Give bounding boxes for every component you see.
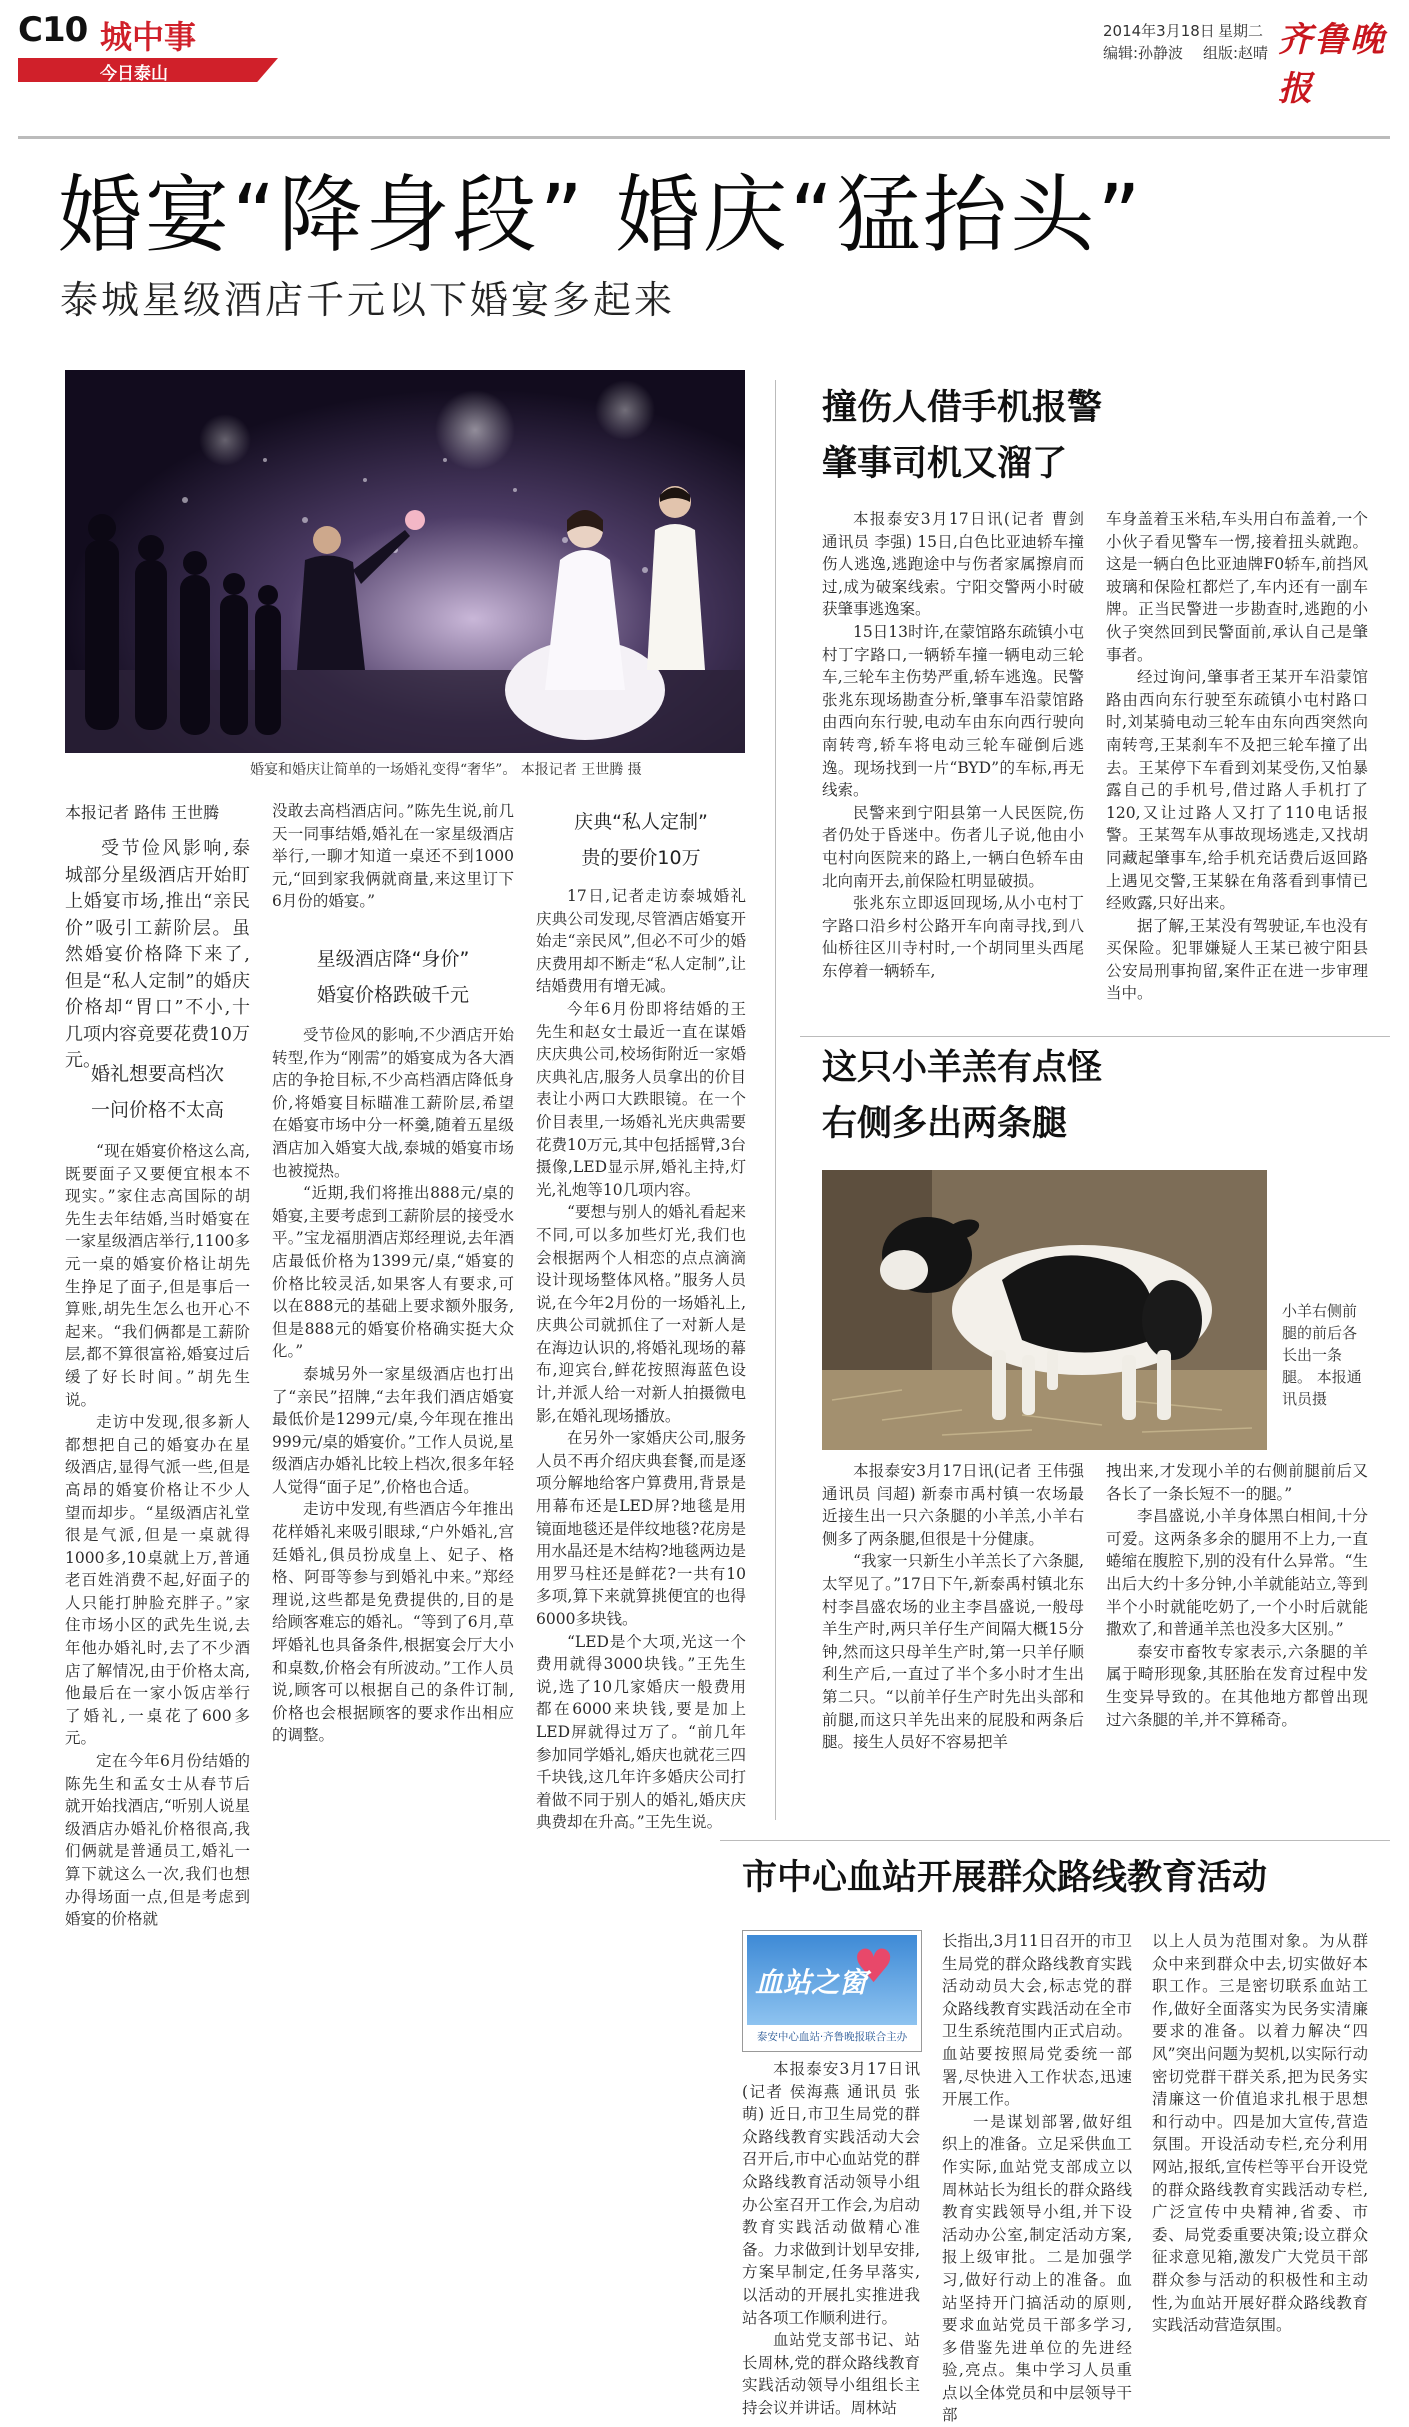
subhead-3-line-1: 庆典“私人定制” [574, 811, 708, 833]
main-subtitle: 泰城星级酒店千元以下婚宴多起来 [60, 278, 676, 322]
col1-para-3: 定在今年6月份结婚的陈先生和孟女士从春节后就开始找酒店,“听别人说星级酒店办婚礼价格很高,我们俩就是普通员工,婚礼一算下就这么一次,我们也想办得场面一点,但是考虑到婚宴的价格就 [65, 1752, 250, 1929]
col2-para-5: 走访中发现,有些酒店今年推出花样婚礼来吸引眼球,“户外婚礼,宫廷婚礼,俱员扮成皇上、妃子、格格、阿哥等参与到婚礼中来。”郑经理说,这些都是免费提供的,目的是给顾客难忘的婚礼。“等到了6月,草坪婚礼也具备条件,根据宴会厅大小和桌数,价格会有所波动。”工作人员说,顾客可以根据自己的条件订制,价格也会根据顾客的要求作出相应的调整。 [272, 1500, 514, 1745]
subsection-label: 今日泰山 [100, 64, 168, 84]
editor-credit: 编辑:孙静波 [1103, 44, 1184, 62]
page-number: C10 [18, 10, 88, 50]
wedding-photo [65, 370, 745, 753]
article2-headline-line-2: 肇事司机又溜了 [822, 444, 1068, 484]
article3-column-1 [822, 1460, 1084, 1830]
col3-para-2: 今年6月份即将结婚的王先生和赵女士最近一直在谋婚庆庆典公司,校场街附近一家婚庆典礼店,服务人员拿出的价目表让小两口大跌眼镜。在一个价目表里,一场婚礼光庆典需要花费10万元,其中包括摇臂,3台摄像,LED显示屏,婚礼主持,灯光,礼炮等10几项内容。 [536, 999, 746, 1199]
heart-icon: ♥ [853, 1939, 895, 1993]
article4-headline: 市中心血站开展群众路线教育活动 [742, 1858, 1268, 1898]
lamb-photo [822, 1170, 1267, 1450]
a2-para-1: 本报泰安3月17日讯(记者 曹剑 通讯员 李强) 15日,白色比亚迪轿车撞伤人逃逸,逃跑途中与伤者家属擦肩而过,成为破案线索。宁阳交警两小时破获肇事逃逸案。 [822, 510, 1084, 619]
a3-para-4: 李昌盛说,小羊身体黑白相间,十分可爱。这两条多余的腿用不上力,一直蜷缩在腹腔下,别的没有什么异常。“生出后大约十多分钟,小羊就能站立,等到半个小时就能吃奶了,一个小时后就能撒欢了,和普通羊羔也没多大区别。” [1106, 1507, 1368, 1639]
lead-paragraph: 受节俭风影响,泰城部分星级酒店开始盯上婚宴市场,推出“亲民价”吸引工薪阶层。虽然婚宴价格降下来了,但是“私人定制”的婚庆价格却“胃口”不小,十几项内容竟要花费10万元。 [65, 838, 250, 1071]
article2-column-1 [822, 508, 1084, 1026]
article4-column-3 [1152, 1930, 1368, 2368]
photo-caption: 婚宴和婚庆让简单的一场婚礼变得“奢华”。 本报记者 王世腾 摄 [250, 762, 642, 778]
a4-para-2: 血站党支部书记、站长周林,党的群众路线教育实践活动领导小组组长主持会议并讲话。周林站 [742, 2331, 920, 2417]
a3-para-1: 本报泰安3月17日讯(记者 王伟强 通讯员 闫超) 新泰市禹村镇一农场最近接生出一只六条腿的小羊羔,小羊右侧多了两条腿,但很是十分健康。 [822, 1462, 1084, 1548]
header-divider [18, 136, 1390, 139]
col2-para-3: “近期,我们将推出888元/桌的婚宴,主要考虑到工薪阶层的接受水平。”宝龙福朋酒店郑经理说,去年酒店最低价格为1399元/桌,“婚宴的价格比较灵活,如果客人有要求,可以在888元的基础上要求额外服务,但是888元的婚宴价格确实挺大众化。” [272, 1184, 514, 1361]
subhead-1-line-2: 一问价格不太高 [90, 1099, 224, 1121]
a2-para-7: 据了解,王某没有驾驶证,车也没有买保险。犯罪嫌疑人王某已被宁阳县公安局刑事拘留,案件正在进一步审理当中。 [1106, 916, 1368, 1003]
article3-column-2 [1106, 1460, 1368, 1830]
a4-para-3: 长指出,3月11日召开的市卫生局党的群众路线教育实践活动动员大会,标志党的群众路线教育实践活动在全市卫生系统范围内正式启动。血站要按照局党委统一部署,尽快进入工作状态,迅速开展工作。 [942, 1932, 1132, 2109]
a2-para-2: 15日13时许,在蒙馆路东疏镇小屯村丁字路口,一辆轿车撞一辆电动三轮车,三轮车主伤势严重,轿车逃逸。民警张兆东现场勘查分析,肇事车沿蒙馆路由西向东行驶,电动车由东向西行驶向南转弯,轿车将电动三轮车碰倒后逃逸。现场找到一片“BYD”的车标,再无线索。 [822, 622, 1084, 800]
article2-column-2 [1106, 508, 1368, 1026]
article3-headline [822, 1040, 1382, 1152]
main-lead [65, 836, 250, 1071]
col3-para-1: 17日,记者走访泰城婚礼庆典公司发现,尽管酒店婚宴开始走“亲民风”,但必不可少的婚庆费用却不断走“私人定制”,让结婚费用有增无减。 [536, 887, 746, 996]
bottom-section-divider [720, 1840, 1390, 1841]
col1-para-1: “现在婚宴价格这么高,既要面子又要便宜根本不现实。”家住志高国际的胡先生去年结婚,当时婚宴在一家星级酒店举行,1100多元一桌的婚宴价格让胡先生挣足了面子,但是事后一算账,胡先生怎么也开心不起来。“我们俩都是工薪阶层,都不算很富裕,婚宴过后缓了好长时间。”胡先生说。 [65, 1142, 250, 1409]
page-header [0, 0, 1409, 109]
col3-para-4: 在另外一家婚庆公司,服务人员不再介绍庆典套餐,而是逐项分解地给客户算费用,背景是用幕布还是LED屏?地毯是用镜面地毯还是伴纹地毯?花房是用水晶还是木结构?地毯两边是用罗马柱还是鲜花?一共有10多项,算下来就算挑便宜的也得6000多块钱。 [536, 1429, 746, 1628]
a4-para-1: 本报泰安3月17日讯(记者 侯海燕 通讯员 张萌) 近日,市卫生局党的群众路线教育实践活动大会召开后,市中心血站党的群众路线教育活动领导小组办公室召开工作会,为启动教育实践活动做精心准备。力求做到计划早安排,方案早制定,任务早落实,以活动的开展扎实推进我站各项工作顺利进行。 [742, 2060, 920, 2327]
subhead-3 [536, 808, 746, 872]
article3-headline-line-2: 右侧多出两条腿 [822, 1104, 1068, 1144]
masthead-logo: 齐鲁晚报 [1278, 20, 1386, 109]
lamb-caption: 小羊右侧前腿的前后各长出一条腿。 本报通讯员摄 [1282, 1302, 1362, 1408]
logo-subtitle: 泰安中心血站·齐鲁晚报联合主办 [756, 2031, 908, 2043]
col3-para-5: “LED是个大项,光这一个费用就得3000块钱。”王先生说,选了10几家婚庆一般费用都在6000来块钱,要是加上LED屏就得过万了。“前几年参加同学婚礼,婚庆也就花三四千块钱,这几年许多婚庆公司打着做不同于别人的婚礼,婚庆庆典费却在升高。”王先生说。 [536, 1632, 746, 1832]
article3-headline-line-1: 这只小羊羔有点怪 [822, 1048, 1103, 1088]
a3-para-5: 泰安市畜牧专家表示,六条腿的羊属于畸形现象,其胚胎在发育过程中发生变异导致的。在其他地方都曾出现过六条腿的羊,并不算稀奇。 [1106, 1642, 1368, 1729]
article2-headline-line-1: 撞伤人借手机报警 [822, 388, 1103, 428]
col2-para-4: 泰城另外一家星级酒店也打出了“亲民”招牌,“去年我们酒店婚宴最低价是1299元/桌,今年现在推出999元/桌的婚宴价。”工作人员说,星级酒店办婚礼比较上档次,很多年轻人觉得“面子足”,价格也合适。 [272, 1364, 514, 1496]
blood-station-logo [742, 1930, 922, 2052]
article2-divider [800, 1036, 1390, 1037]
main-column-3 [536, 885, 746, 1830]
a2-para-6: 经过询问,肇事者王某开车沿蒙馆路由西向东行驶至东疏镇小屯村路口时,刘某骑电动三轮车由东向西突然向南转弯,王某刹车不及把三轮车撞了出去。王某停下车看到刘某受伤,又怕暴露自己的手机号,借过路人手机打了120,又让过路人又打了110电话报警。王某驾车从事故现场逃走,又找胡同藏起肇事车,给手机充话费后返回路上遇见交警,王某躲在角落看到事情已经败露,只好出来。 [1106, 668, 1368, 913]
a2-para-3: 民警来到宁阳县第一人民医院,伤者仍处于昏迷中。伤者儿子说,他由小屯村向医院来的路上,一辆白色轿车由北向南开去,前保险杠明显破损。 [822, 803, 1084, 890]
a2-para-4: 张兆东立即返回现场,从小屯村丁字路口沿乡村公路开车向南寻找,到八仙桥往区川寺村时,一个胡同里头西尾东停着一辆轿车, [822, 894, 1084, 980]
subhead-2-line-2: 婚宴价格跌破千元 [316, 984, 469, 1006]
main-column-2b [272, 1024, 514, 1830]
a4-para-5: 以上人员为范围对象。为从群众中来到群众中去,切实做好本职工作。三是密切联系血站工作,做好全面落实为民务实清廉要求的准备。以着力解决“四风”突出问题为契机,以实际行动密切党群干群关系,把为民务实清廉这一价值追求扎根于思想和行动中。四是加大宣传,营造氛围。开设活动专栏,充分利用网站,报纸,宣传栏等平台开设党的群众路线教育实践活动专栏,广泛宣传中央精神,省委、市委、局党委重要决策;设立群众征求意见箱,激发广大党员干部群众参与活动的积极性和主动性,为血站开展好群众路线教育实践活动营造氛围。 [1152, 1932, 1368, 2335]
a4-para-4: 一是谋划部署,做好组织上的准备。立足采供血工作实际,血站党支部成立以周林站长为组长的群众路线教育实践领导小组,并下设活动办公室,制定活动方案,报上级审批。二是加强学习,做好行动上的准备。血站坚持开门搞活动的原则,要求血站党员干部多学习,多借鉴先进单位的先进经验,亮点。集中学习人员重点以全体党员和中层领导干部 [942, 2112, 1132, 2425]
subhead-2 [272, 945, 514, 1009]
article4-column-1 [742, 2058, 920, 2417]
main-column-2a [272, 800, 514, 935]
main-byline: 本报记者 路伟 王世腾 [65, 803, 220, 822]
issue-date: 2014年3月18日 [1103, 22, 1215, 40]
main-headline: 婚宴“降身段” 婚庆“猛抬头” [58, 166, 1144, 264]
col2-para-1: 没敢去高档酒店问。”陈先生说,前几天一同事结婚,婚礼在一家星级酒店举行,一聊才知道一桌还不到1000元,“回到家我俩就商量,来这里订下6月份的婚宴。” [272, 802, 514, 911]
article2-headline [822, 380, 1382, 492]
col1-para-2: 走访中发现,很多新人都想把自己的婚宴办在星级酒店,显得气派一些,但是高昂的婚宴价格让不少人望而却步。“星级酒店礼堂很是气派,但是一桌就得1000多,10桌就上万,普通老百姓消费不起,好面子的人只能打肿脸充胖子。”家住市场小区的武先生说,去年他办婚礼时,去了不少酒店了解情况,由于价格太高,他最后在一家小饭店举行了婚礼,一桌花了600多元。 [65, 1413, 250, 1748]
article4-column-2 [942, 1930, 1132, 2425]
layout-credit: 组版:赵晴 [1203, 44, 1269, 62]
subhead-2-line-1: 星级酒店降“身价” [316, 948, 470, 970]
a3-para-2: “我家一只新生小羊羔长了六条腿,太罕见了。”17日下午,新泰禹村镇北东村李昌盛农场的业主李昌盛说,一般母羊生产时,两只羊仔生产间隔大概15分钟,然而这只母羊生产时,第一只羊仔顺利生产后,一直过了半个多小时才生出第二只。“以前羊仔生产时先出头部和前腿,而这只羊先出来的屁股和两条后腿。接生人员好不容易把羊 [822, 1552, 1084, 1752]
section-label: 城中事 [100, 18, 197, 56]
subhead-1-line-1: 婚礼想要高档次 [90, 1063, 224, 1085]
subhead-1 [65, 1060, 250, 1124]
subhead-3-line-2: 贵的要价10万 [581, 847, 701, 869]
column-divider-vertical [775, 380, 776, 1820]
a2-para-5: 车身盖着玉米秸,车头用白布盖着,一个小伙子看见警车一愣,接着扭头就跑。这是一辆白色比亚迪牌F0轿车,前挡风玻璃和保险杠都烂了,车内还有一副车牌。正当民警进一步勘查时,逃跑的小伙子突然回到民警面前,承认自己是肇事者。 [1106, 510, 1368, 664]
logo-title: 血站之窗 [755, 1966, 868, 1999]
issue-weekday: 星期二 [1218, 22, 1264, 40]
a3-para-3: 拽出来,才发现小羊的右侧前腿前后又各长了一条长短不一的腿。” [1106, 1462, 1368, 1503]
col3-para-3: “要想与别人的婚礼看起来不同,可以多加些灯光,我们也会根据两个人相恋的点点滴滴设计现场整体风格。”服务人员说,在今年2月份的一场婚礼上,庆典公司就抓住了一对新人是在海边认识的,将婚礼现场的幕布,迎宾台,鲜花按照海蓝色设计,并派人给一对新人拍摄微电影,在婚礼现场播放。 [536, 1203, 746, 1425]
main-column-1 [65, 1140, 250, 1929]
col2-para-2: 受节俭风的影响,不少酒店开始转型,作为“刚需”的婚宴成为各大酒店的争抢目标,不少高档酒店降低身价,将婚宴目标瞄准工薪阶层,希望在婚宴市场中分一杯羹,随着五星级酒店加入婚宴大战,泰城的婚宴市场也被搅热。 [272, 1026, 514, 1180]
